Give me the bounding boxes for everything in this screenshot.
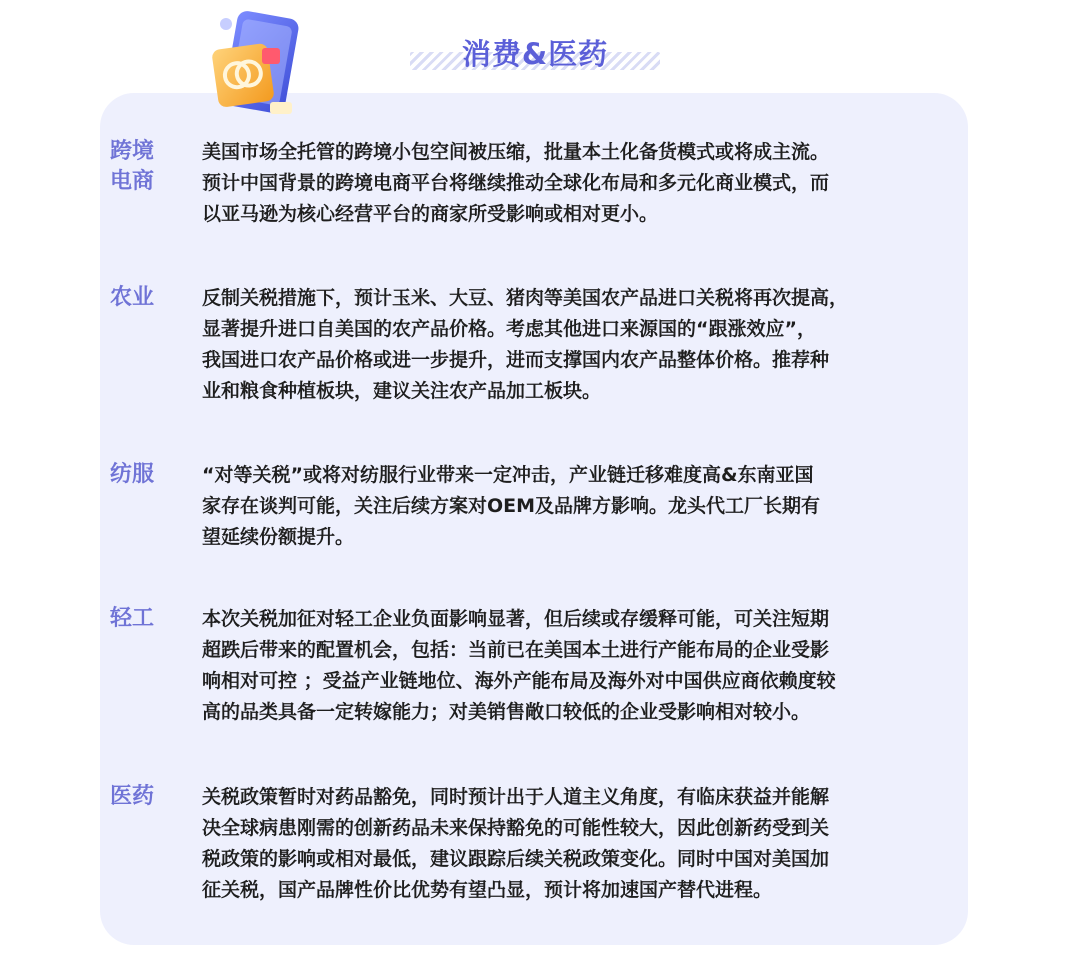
section-label: 轻工 — [110, 606, 155, 631]
section-text: “对等关税”或将对纺服行业带来一定冲击，产业链迁移难度高&东南亚国 家存在谈判可能，关注后续方案对OEM及品牌方影响。龙头代工厂长期有 望延续份额提升。 — [202, 464, 821, 548]
section-label: 农业 — [110, 285, 155, 310]
section-text: 关税政策暂时对药品豁免，同时预计出于人道主义角度，有临床获益并能解 决全球病患刚需的创新药品未来保持豁免的可能性较大，因此创新药受到关 税政策的影响或相对最低，建议跟踪后续关税政策变化。同时中国对美国加 征关税，国产品牌性价比优势有望凸显，预计将加速国产替代进程。 — [202, 786, 830, 901]
section-text: 本次关税加征对轻工企业负面影响显著，但后续或存缓释可能，可关注短期 超跌后带来的配置机会，包括：当前已在美国本土进行产能布局的企业受影 响相对可控 ；受益产业链地位、海外产能布局及海外对中国供应商依赖度较 高的品类具备一定转嫁能力；对美销售敞口较低的企业受影响相对较小。 — [202, 608, 836, 723]
section-label: 跨境 电商 — [110, 139, 155, 194]
section-title — [410, 30, 660, 80]
mobile-phone-shopping-card-icon — [200, 8, 310, 120]
section-label: 医药 — [110, 784, 155, 809]
content-card — [100, 93, 968, 945]
page-title: 消费&医药 — [461, 37, 609, 71]
section-label: 纺服 — [110, 462, 155, 487]
section-text: 美国市场全托管的跨境小包空间被压缩，批量本土化备货模式或将成主流。 预计中国背景的跨境电商平台将继续推动全球化布局和多元化商业模式，而 以亚马逊为核心经营平台的商家所受影响或相对更小。 — [202, 141, 830, 225]
section-text: 反制关税措施下，预计玉米、大豆、猪肉等美国农产品进口关税将再次提高， 显著提升进口自美国的农产品价格。考虑其他进口来源国的“跟涨效应”， 我国进口农产品价格或进一步提升，进而支撑国内农产品整体价格。推荐种 业和粮食种植板块，建议关注农产品加工板块。 — [202, 287, 849, 402]
